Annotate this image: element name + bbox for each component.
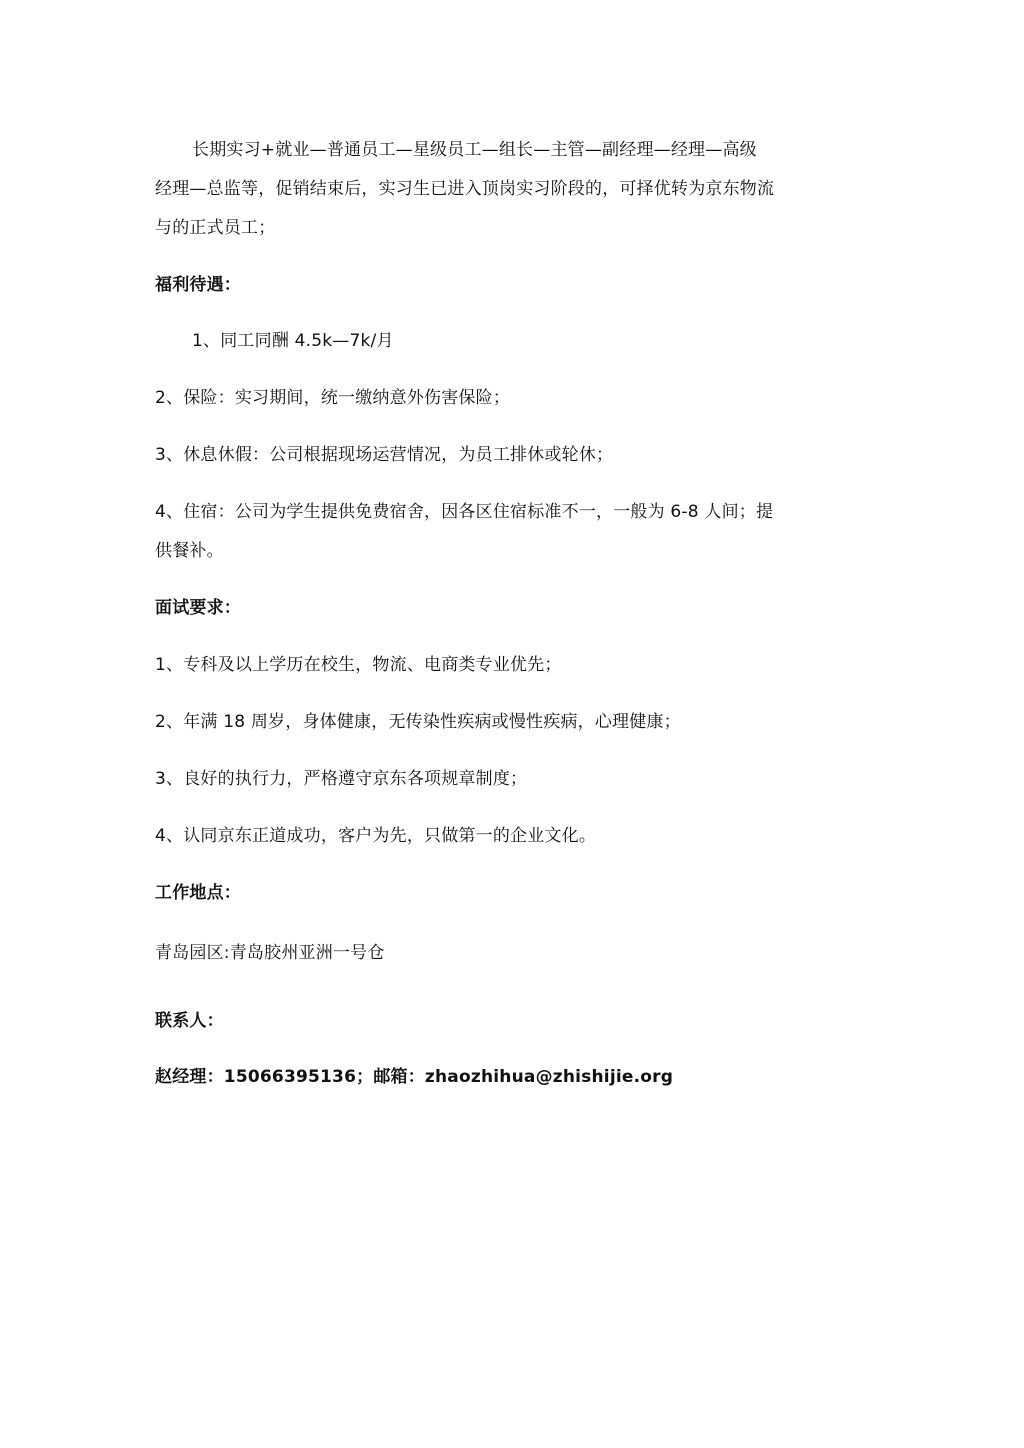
intro-line-3: 与的正式员工；: [155, 218, 276, 238]
requirement-item-2: 2、年满 18 周岁，身体健康，无传染性疾病或慢性疾病，心理健康；: [155, 712, 681, 732]
benefit-item-4: 4、住宿：公司为学生提供免费宿舍，因各区住宿标准不一，一般为 6-8 人间；提: [155, 502, 774, 522]
contact-heading: 联系人：: [155, 1011, 224, 1031]
requirement-item-4: 4、认同京东正道成功，客户为先，只做第一的企业文化。: [155, 826, 597, 846]
document-page: [155, 0, 805, 1448]
location-text: 青岛园区:青岛胶州亚洲一号仓: [155, 943, 385, 963]
location-heading: 工作地点：: [155, 883, 241, 903]
requirement-item-1: 1、专科及以上学历在校生，物流、电商类专业优先；: [155, 655, 562, 675]
benefit-item-4-continued: 供餐补。: [155, 541, 224, 561]
benefit-item-1: 1、同工同酬 4.5k—7k/月: [192, 331, 394, 351]
intro-line-2: 经理—总监等，促销结束后，实习生已进入顶岗实习阶段的，可择优转为京东物流: [155, 179, 775, 199]
benefits-heading: 福利待遇：: [155, 275, 241, 295]
contact-text: 赵经理：15066395136；邮箱：zhaozhihua@zhishijie.org: [155, 1067, 674, 1087]
intro-line-1: 长期实习+就业—普通员工—星级员工—组长—主管—副经理—经理—高级: [192, 140, 757, 160]
benefit-item-3: 3、休息休假：公司根据现场运营情况，为员工排休或轮休；: [155, 445, 614, 465]
requirements-heading: 面试要求：: [155, 598, 241, 618]
requirement-item-3: 3、良好的执行力，严格遵守京东各项规章制度；: [155, 769, 528, 789]
benefit-item-2: 2、保险：实习期间，统一缴纳意外伤害保险；: [155, 388, 511, 408]
